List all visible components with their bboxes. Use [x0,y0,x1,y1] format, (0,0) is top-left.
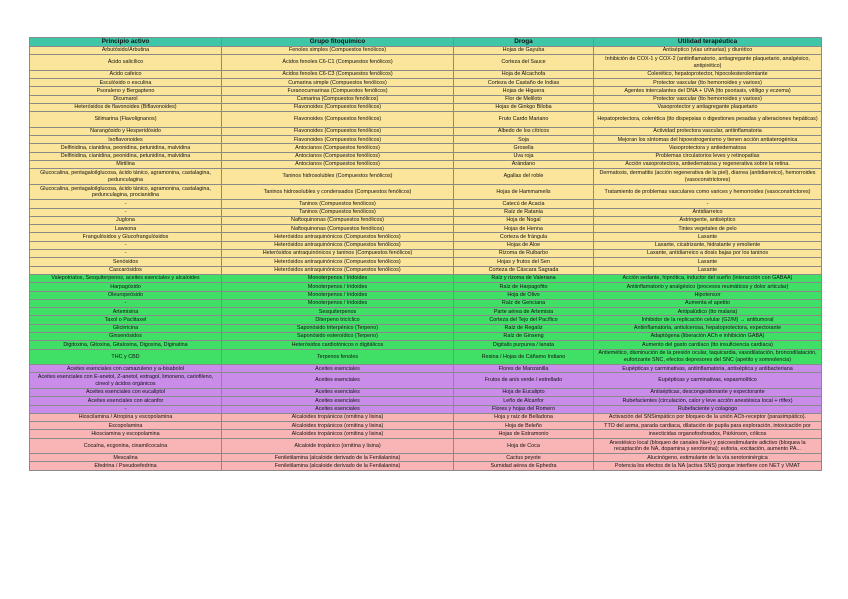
grupo-fitoquimico-cell: Aceites esenciales [222,388,454,396]
principio-activo-cell: - [30,241,222,249]
table-row [30,274,822,282]
utilidad-terapeutica-cell: Inhibición de COX-1 y COX-2 (antiinflamatorio, antiagregante plaquetario, analgésico, antipirético) [594,55,822,71]
utilidad-terapeutica-cell: Aumento del gasto cardíaco (tto insuficiencia cardiaca) [594,341,822,349]
principio-activo-cell: Psoraleno y Bergapteno [30,87,222,95]
utilidad-terapeutica-cell: Laxante [594,258,822,266]
grupo-fitoquimico-cell: Alcaloide tropánico (ornitina y lisina) [222,438,454,454]
grupo-fitoquimico-cell: Taninos (Compuestos fenólicos) [222,208,454,216]
grupo-fitoquimico-cell: Naftoquinonas (Compuestos fenólicos) [222,225,454,233]
droga-cell: Corteza de frángula [454,233,594,241]
principio-activo-cell: Aceites esenciales con eucaliptol [30,388,222,396]
principio-activo-cell: Valepotriatos, Sesquiterpenos, aceites esenciales y alcaloides [30,274,222,282]
utilidad-terapeutica-cell: Eupépticas y carminativas, antiinflamatoria, antiséptica y antibacteriana [594,365,822,373]
utilidad-terapeutica-cell: Aumenta el apetito [594,299,822,307]
droga-cell: Cactus peyote [454,454,594,462]
principio-activo-cell: Delfinidina, cianidina, peonidina, petunidina, malvidina [30,152,222,160]
droga-cell: Hoja de Eucalipto [454,388,594,396]
table-row [30,308,822,316]
droga-cell: Resina / Hojas de Cáñamo Indiano [454,349,594,365]
table-row [30,365,822,373]
grupo-fitoquimico-cell: Antocianos (Compuestos fenólicos) [222,152,454,160]
principio-activo-cell: Ácido cafeico [30,70,222,78]
droga-cell: Parte aérea de Artemisia [454,308,594,316]
droga-cell: Hojas de Hammamelis [454,184,594,200]
droga-cell: Hojas de Aloe [454,241,594,249]
droga-cell: Agallas del roble [454,169,594,185]
utilidad-terapeutica-cell: Mejoran los síntomas del hipoestrogenismo y tienen acción antiaterogénica [594,136,822,144]
utilidad-terapeutica-cell: Protector vascular (tto hemorroides y varices) [594,79,822,87]
grupo-fitoquimico-cell: Feniletilamina (alcaloide derivado de la Fenilalanina) [222,454,454,462]
droga-cell: Flor de Meliloto [454,95,594,103]
droga-cell: Corteza del Sauce [454,55,594,71]
grupo-fitoquimico-cell: Naftoquinonas (Compuestos fenólicos) [222,216,454,224]
principio-activo-cell: Hioscilamina / Atropina y escopolamina [30,413,222,421]
principio-activo-cell: Cascarósidos [30,266,222,274]
utilidad-terapeutica-cell: Activación del SNSimpático por bloqueo de la unión ACh-receptor (parasimpático). [594,413,822,421]
table-row [30,241,822,249]
utilidad-terapeutica-cell: Dermatosis, dermatitis (acción regenerativa de la piel), diarrea (antidiarreico), hemorroides (vasoconstrictores) [594,169,822,185]
droga-cell: Hojas de Ginkgo Biloba [454,103,594,111]
droga-cell: Raíz de Harpagofito [454,283,594,291]
grupo-fitoquimico-cell: Heterósidos antraquinónicos (Compuestos fenólicos) [222,258,454,266]
principio-activo-cell: Cocaína, ecgonina, cinamilcocaína [30,438,222,454]
utilidad-terapeutica-cell: Agentes intercalantes del DNA + UVA (tto psoriasis, vitíligo y eczema) [594,87,822,95]
table-row [30,291,822,299]
principio-activo-cell: Oleuropeósido [30,291,222,299]
grupo-fitoquimico-cell: Feniletilamina (alcaloide derivado de la Fenilalanina) [222,462,454,470]
principio-activo-cell: Lawsona [30,225,222,233]
principio-activo-cell: Efedrina / Pseudoefedrina [30,462,222,470]
table-row [30,373,822,389]
grupo-fitoquimico-cell: Monoterpenos / Iridoides [222,291,454,299]
utilidad-terapeutica-cell: Anestésico local (bloqueo de canales Na+) y psicoestimulante adictivo (bloquea la recaptación de NA, dopamina y serotonina); euforia, excitación, aumento PA... [594,438,822,454]
droga-cell: Raíz de Ginseng [454,333,594,341]
utilidad-terapeutica-cell: Astringente, antiséptico [594,216,822,224]
header-principio-activo: Principio activo [30,38,222,47]
principio-activo-cell: Digitoxina, Gitoxina, Gitaloxina, Digoxina, Diginatina [30,341,222,349]
table-row [30,169,822,185]
droga-cell: Albedo de los cítricos [454,127,594,135]
grupo-fitoquimico-cell: Heterósidos antraquinónicos (Compuestos fenólicos) [222,241,454,249]
table-row [30,127,822,135]
table-row [30,47,822,55]
grupo-fitoquimico-cell: Monoterpenos / Iridoides [222,299,454,307]
utilidad-terapeutica-cell: Antisépticas, descongestionante y expectorante [594,388,822,396]
principio-activo-cell: Narangósido y Hesperidósido [30,127,222,135]
principio-activo-cell: Heterósidos de flavonoides (Biflavonoides) [30,103,222,111]
droga-cell: Raíz de Regaliz [454,324,594,332]
header-utilidad-terapeutica: Utilidad terapéutica [594,38,822,47]
grupo-fitoquimico-cell: Taninos (Compuestos fenólicos) [222,200,454,208]
table-row [30,200,822,208]
droga-cell: Sumidad aérea de Ephedra [454,462,594,470]
droga-cell: Hojas de Henna [454,225,594,233]
droga-cell: Hoja de Alcachofa [454,70,594,78]
table-row [30,184,822,200]
table-row [30,333,822,341]
header-droga: Droga [454,38,594,47]
utilidad-terapeutica-cell: Antipalúdico (tto malaria) [594,308,822,316]
grupo-fitoquimico-cell: Flavonoides (Compuestos fenólicos) [222,103,454,111]
droga-cell: Hoja y raíz de Belladona [454,413,594,421]
grupo-fitoquimico-cell: Saponósido esteroídico (Terpeno) [222,333,454,341]
table-row [30,341,822,349]
table-row [30,283,822,291]
grupo-fitoquimico-cell: Terpenos fenoles [222,349,454,365]
pharmacognosy-table [29,37,822,471]
table-row [30,388,822,396]
utilidad-terapeutica-cell: Adaptógena (liberación ACh e inhibición GABA) [594,333,822,341]
droga-cell: Corteza de Cáscara Sagrada [454,266,594,274]
utilidad-terapeutica-cell: Hipotensor [594,291,822,299]
grupo-fitoquimico-cell: Monoterpenos / Iridoides [222,274,454,282]
table-row [30,397,822,405]
grupo-fitoquimico-cell: Taninos hidrosolubles y condensados (Compuestos fenólicos) [222,184,454,200]
grupo-fitoquimico-cell: Heterósidos antraquinónicos (Compuestos fenólicos) [222,266,454,274]
utilidad-terapeutica-cell: Rubefacientes (circulación, calor y leve acción anestésica local + rtlfex) [594,397,822,405]
table-row [30,462,822,470]
principio-activo-cell: Ginsenósidos [30,333,222,341]
grupo-fitoquimico-cell: Heterósidos cardiotónicos o digitálicos [222,341,454,349]
principio-activo-cell: Glucocalina, pentagaloilglucosa, ácido tánico, agramonina, castalagina, pedunculagina, procianidina [30,184,222,200]
table-row [30,79,822,87]
droga-cell: Rizoma de Ruibarbo [454,250,594,258]
principio-activo-cell: Senósidos [30,258,222,266]
principio-activo-cell: Escopolamina [30,422,222,430]
table-row [30,413,822,421]
table-row [30,208,822,216]
principio-activo-cell: Juglona [30,216,222,224]
droga-cell: Hoja de Olivo [454,291,594,299]
table-row [30,349,822,365]
utilidad-terapeutica-cell: Acción vasoprotectora, antiedematosa y regenerativa sobre la retina. [594,160,822,168]
utilidad-terapeutica-cell: TTO del asma, parada cardiaca, dilatación de pupila para exploración, intoxicación por [594,422,822,430]
utilidad-terapeutica-cell: Laxante, cicatrizante, hidratante y emoliente [594,241,822,249]
droga-cell: Digitalis purpurea / lanata [454,341,594,349]
principio-activo-cell: Mescalina [30,454,222,462]
droga-cell: Hojas y frutos del Sen [454,258,594,266]
droga-cell: Soja [454,136,594,144]
grupo-fitoquimico-cell: Aceites esenciales [222,397,454,405]
grupo-fitoquimico-cell: Ácidos fenoles C6-C1 (Compuestos fenólicos) [222,55,454,71]
droga-cell: Hoja de Beleño [454,422,594,430]
utilidad-terapeutica-cell: Antiemético, disminución de la presión ocular, taquicardia, vasodilatación, broncodilatación, euforizante SNC, efectos depresores del SNC (apetito y somnolencia) [594,349,822,365]
table-row [30,258,822,266]
principio-activo-cell: Harpagósido [30,283,222,291]
table-row [30,70,822,78]
table-row [30,324,822,332]
utilidad-terapeutica-cell: Actividad protectora vascular, antiinflamatoria [594,127,822,135]
droga-cell: Hojas de Higuera [454,87,594,95]
utilidad-terapeutica-cell: Hepatoprotectora, colerética (tto dispepsias o digestiones pesadas y alteraciones hepáticas) [594,112,822,128]
principio-activo-cell: Frangulósidos y Glucofrangulósidos [30,233,222,241]
grupo-fitoquimico-cell: Alcaloides tropánicos (ornitina y lisina) [222,413,454,421]
droga-cell: Flores y hojas del Romero [454,405,594,413]
principio-activo-cell: Aceites esenciales con camazuleno y a-bisabolol [30,365,222,373]
principio-activo-cell: Aceites esenciales con E-anetol, Z-anetol, estragol, limoneno, cariofileno, cineol y ácidos orgánicos [30,373,222,389]
principio-activo-cell: Ácido salicílico [30,55,222,71]
utilidad-terapeutica-cell: Antiinflamatorio y analgésico (procesos reumáticos y dolor articular) [594,283,822,291]
droga-cell: Corteza de Castaño de Indias [454,79,594,87]
table-row [30,316,822,324]
utilidad-terapeutica-cell: Antiséptico (vías urinarias) y diurético [594,47,822,55]
utilidad-terapeutica-cell: - [594,200,822,208]
utilidad-terapeutica-cell: Antiinflamatoria, antiulcerosa, hepatoprotectora, expectorante [594,324,822,332]
droga-cell: Flores de Manzanilla [454,365,594,373]
utilidad-terapeutica-cell: Rubefaciente y colagogo [594,405,822,413]
grupo-fitoquimico-cell: Ácidos fenoles C6-C3 (Compuestos fenólicos) [222,70,454,78]
principio-activo-cell: THC y CBD [30,349,222,365]
utilidad-terapeutica-cell: Potencia los efectos de la NA (activa SNS) porque interfiere con NET y VMAT [594,462,822,470]
droga-cell: Raíz y rizoma de Valeriana [454,274,594,282]
principio-activo-cell: Dicumarol [30,95,222,103]
utilidad-terapeutica-cell: Protector vascular (tto hemorroides y varices) [594,95,822,103]
utilidad-terapeutica-cell: insecticidas organofosforados, Párkinson, cólicos [594,430,822,438]
utilidad-terapeutica-cell: Colerético, hepatoprotector, hipocolesterolemiante [594,70,822,78]
grupo-fitoquimico-cell: Aceites esenciales [222,373,454,389]
principio-activo-cell: Taxol o Paclitaxel [30,316,222,324]
header-grupo-fitoquimico: Grupo fitoquímico [222,38,454,47]
utilidad-terapeutica-cell: Antidiarreico [594,208,822,216]
droga-cell: Raíz de Genciana [454,299,594,307]
table-row [30,55,822,71]
principio-activo-cell: Artemisina [30,308,222,316]
principio-activo-cell: Delfinidina, cianidina, peonidina, petunidina, malvidina [30,144,222,152]
principio-activo-cell: Isoflavonoides [30,136,222,144]
table-row [30,144,822,152]
utilidad-terapeutica-cell: Inhibidor de la replicación celular (G2/M) → antitumoral [594,316,822,324]
droga-cell: Hojas de Gayuba [454,47,594,55]
utilidad-terapeutica-cell: Tintes vegetales de pelo [594,225,822,233]
table-row [30,454,822,462]
utilidad-terapeutica-cell: Vasoprotectora y antiedematosa [594,144,822,152]
principio-activo-cell: - [30,200,222,208]
table-row [30,87,822,95]
grupo-fitoquimico-cell: Diterpeno tricíclico [222,316,454,324]
droga-cell: Fruto Cardo Mariano [454,112,594,128]
table-row [30,266,822,274]
grupo-fitoquimico-cell: Furanocumarinas (Compuestos fenólicos) [222,87,454,95]
principio-activo-cell: - [30,299,222,307]
grupo-fitoquimico-cell: Flavonoides (Compuestos fenólicos) [222,136,454,144]
table-row [30,152,822,160]
grupo-fitoquimico-cell: Monoterpenos / Iridoides [222,283,454,291]
grupo-fitoquimico-cell: Aceites esenciales [222,405,454,413]
principio-activo-cell: Esculósido o esculina [30,79,222,87]
grupo-fitoquimico-cell: Heterósidos antraquinónicos y taninos (Compuestos fenólicos) [222,250,454,258]
droga-cell: Arándano [454,160,594,168]
principio-activo-cell: Glicirricina [30,324,222,332]
principio-activo-cell: Mirtilina [30,160,222,168]
principio-activo-cell: - [30,250,222,258]
principio-activo-cell: Glucocalina, pentagaloilglucosa, ácido tánico, agramonina, castalagina, pedunculagina [30,169,222,185]
table-row [30,112,822,128]
grupo-fitoquimico-cell: Alcaloides tropánicos (ornitina y lisina) [222,430,454,438]
grupo-fitoquimico-cell: Sesquiterpenos [222,308,454,316]
utilidad-terapeutica-cell: Laxante [594,266,822,274]
droga-cell: Raíz de Ratania [454,208,594,216]
grupo-fitoquimico-cell: Aceites esenciales [222,365,454,373]
droga-cell: Uva roja [454,152,594,160]
utilidad-terapeutica-cell: Problemas circulatorios leves y retinopatías [594,152,822,160]
table-row [30,95,822,103]
table-row [30,438,822,454]
table-row [30,250,822,258]
table-body [30,47,822,471]
droga-cell: Frutos de anís verde / estrellado [454,373,594,389]
droga-cell: Grosella [454,144,594,152]
principio-activo-cell: - [30,208,222,216]
grupo-fitoquimico-cell: Fenoles simples (Compuestos fenólicos) [222,47,454,55]
table-header-row [30,38,822,47]
droga-cell: Hoja de Nogal [454,216,594,224]
droga-cell: Leño de Alcanfor [454,397,594,405]
grupo-fitoquimico-cell: Cumarina (Compuestos fenólicos) [222,95,454,103]
grupo-fitoquimico-cell: Alcaloides tropánicos (ornitina y lisina) [222,422,454,430]
table-row [30,160,822,168]
droga-cell: Hoja de Coca [454,438,594,454]
utilidad-terapeutica-cell: Laxante [594,233,822,241]
utilidad-terapeutica-cell: Laxante, antidiarreico a dosis bajas por los taninos [594,250,822,258]
principio-activo-cell: - [30,405,222,413]
principio-activo-cell: Silimarina (Flavolignanos) [30,112,222,128]
utilidad-terapeutica-cell: Acción sedante, hipnótica, inductor del sueño (interacción con GABAA) [594,274,822,282]
table-row [30,233,822,241]
table-row [30,422,822,430]
droga-cell: Hojas de Estramonio [454,430,594,438]
table-row [30,225,822,233]
pharmacognosy-table-sheet [29,37,821,471]
principio-activo-cell: Aceites esenciales con alcanfor [30,397,222,405]
utilidad-terapeutica-cell: Alucinógeno, estimulante de la vía serotoninérgica [594,454,822,462]
table-row [30,216,822,224]
grupo-fitoquimico-cell: Flavonoides (Compuestos fenólicos) [222,112,454,128]
utilidad-terapeutica-cell: Tratamiento de problemas vasculares como varices y hemorroides (vasoconstrictores) [594,184,822,200]
principio-activo-cell: Arbutósido/Arbutina [30,47,222,55]
droga-cell: Corteza del Tejo del Pacífico [454,316,594,324]
grupo-fitoquimico-cell: Taninos hidrosolubles (Compuestos fenólicos) [222,169,454,185]
table-row [30,299,822,307]
table-row [30,103,822,111]
table-row [30,430,822,438]
utilidad-terapeutica-cell: Vasoprotector y antiagregante plaquetario [594,103,822,111]
table-row [30,136,822,144]
grupo-fitoquimico-cell: Saponósido triterpénico (Terpeno) [222,324,454,332]
grupo-fitoquimico-cell: Antocianos (Compuestos fenólicos) [222,160,454,168]
grupo-fitoquimico-cell: Flavonoides (Compuestos fenólicos) [222,127,454,135]
principio-activo-cell: Hiosciamina y escopolamina [30,430,222,438]
table-row [30,405,822,413]
droga-cell: Catecú de Acacia [454,200,594,208]
grupo-fitoquimico-cell: Antocianos (Compuestos fenólicos) [222,144,454,152]
grupo-fitoquimico-cell: Cumarina simple (Compuestos fenólicos) [222,79,454,87]
grupo-fitoquimico-cell: Heterósidos antraquinónicos (Compuestos fenólicos) [222,233,454,241]
utilidad-terapeutica-cell: Eupépticas y carminativas, espasmolítico [594,373,822,389]
